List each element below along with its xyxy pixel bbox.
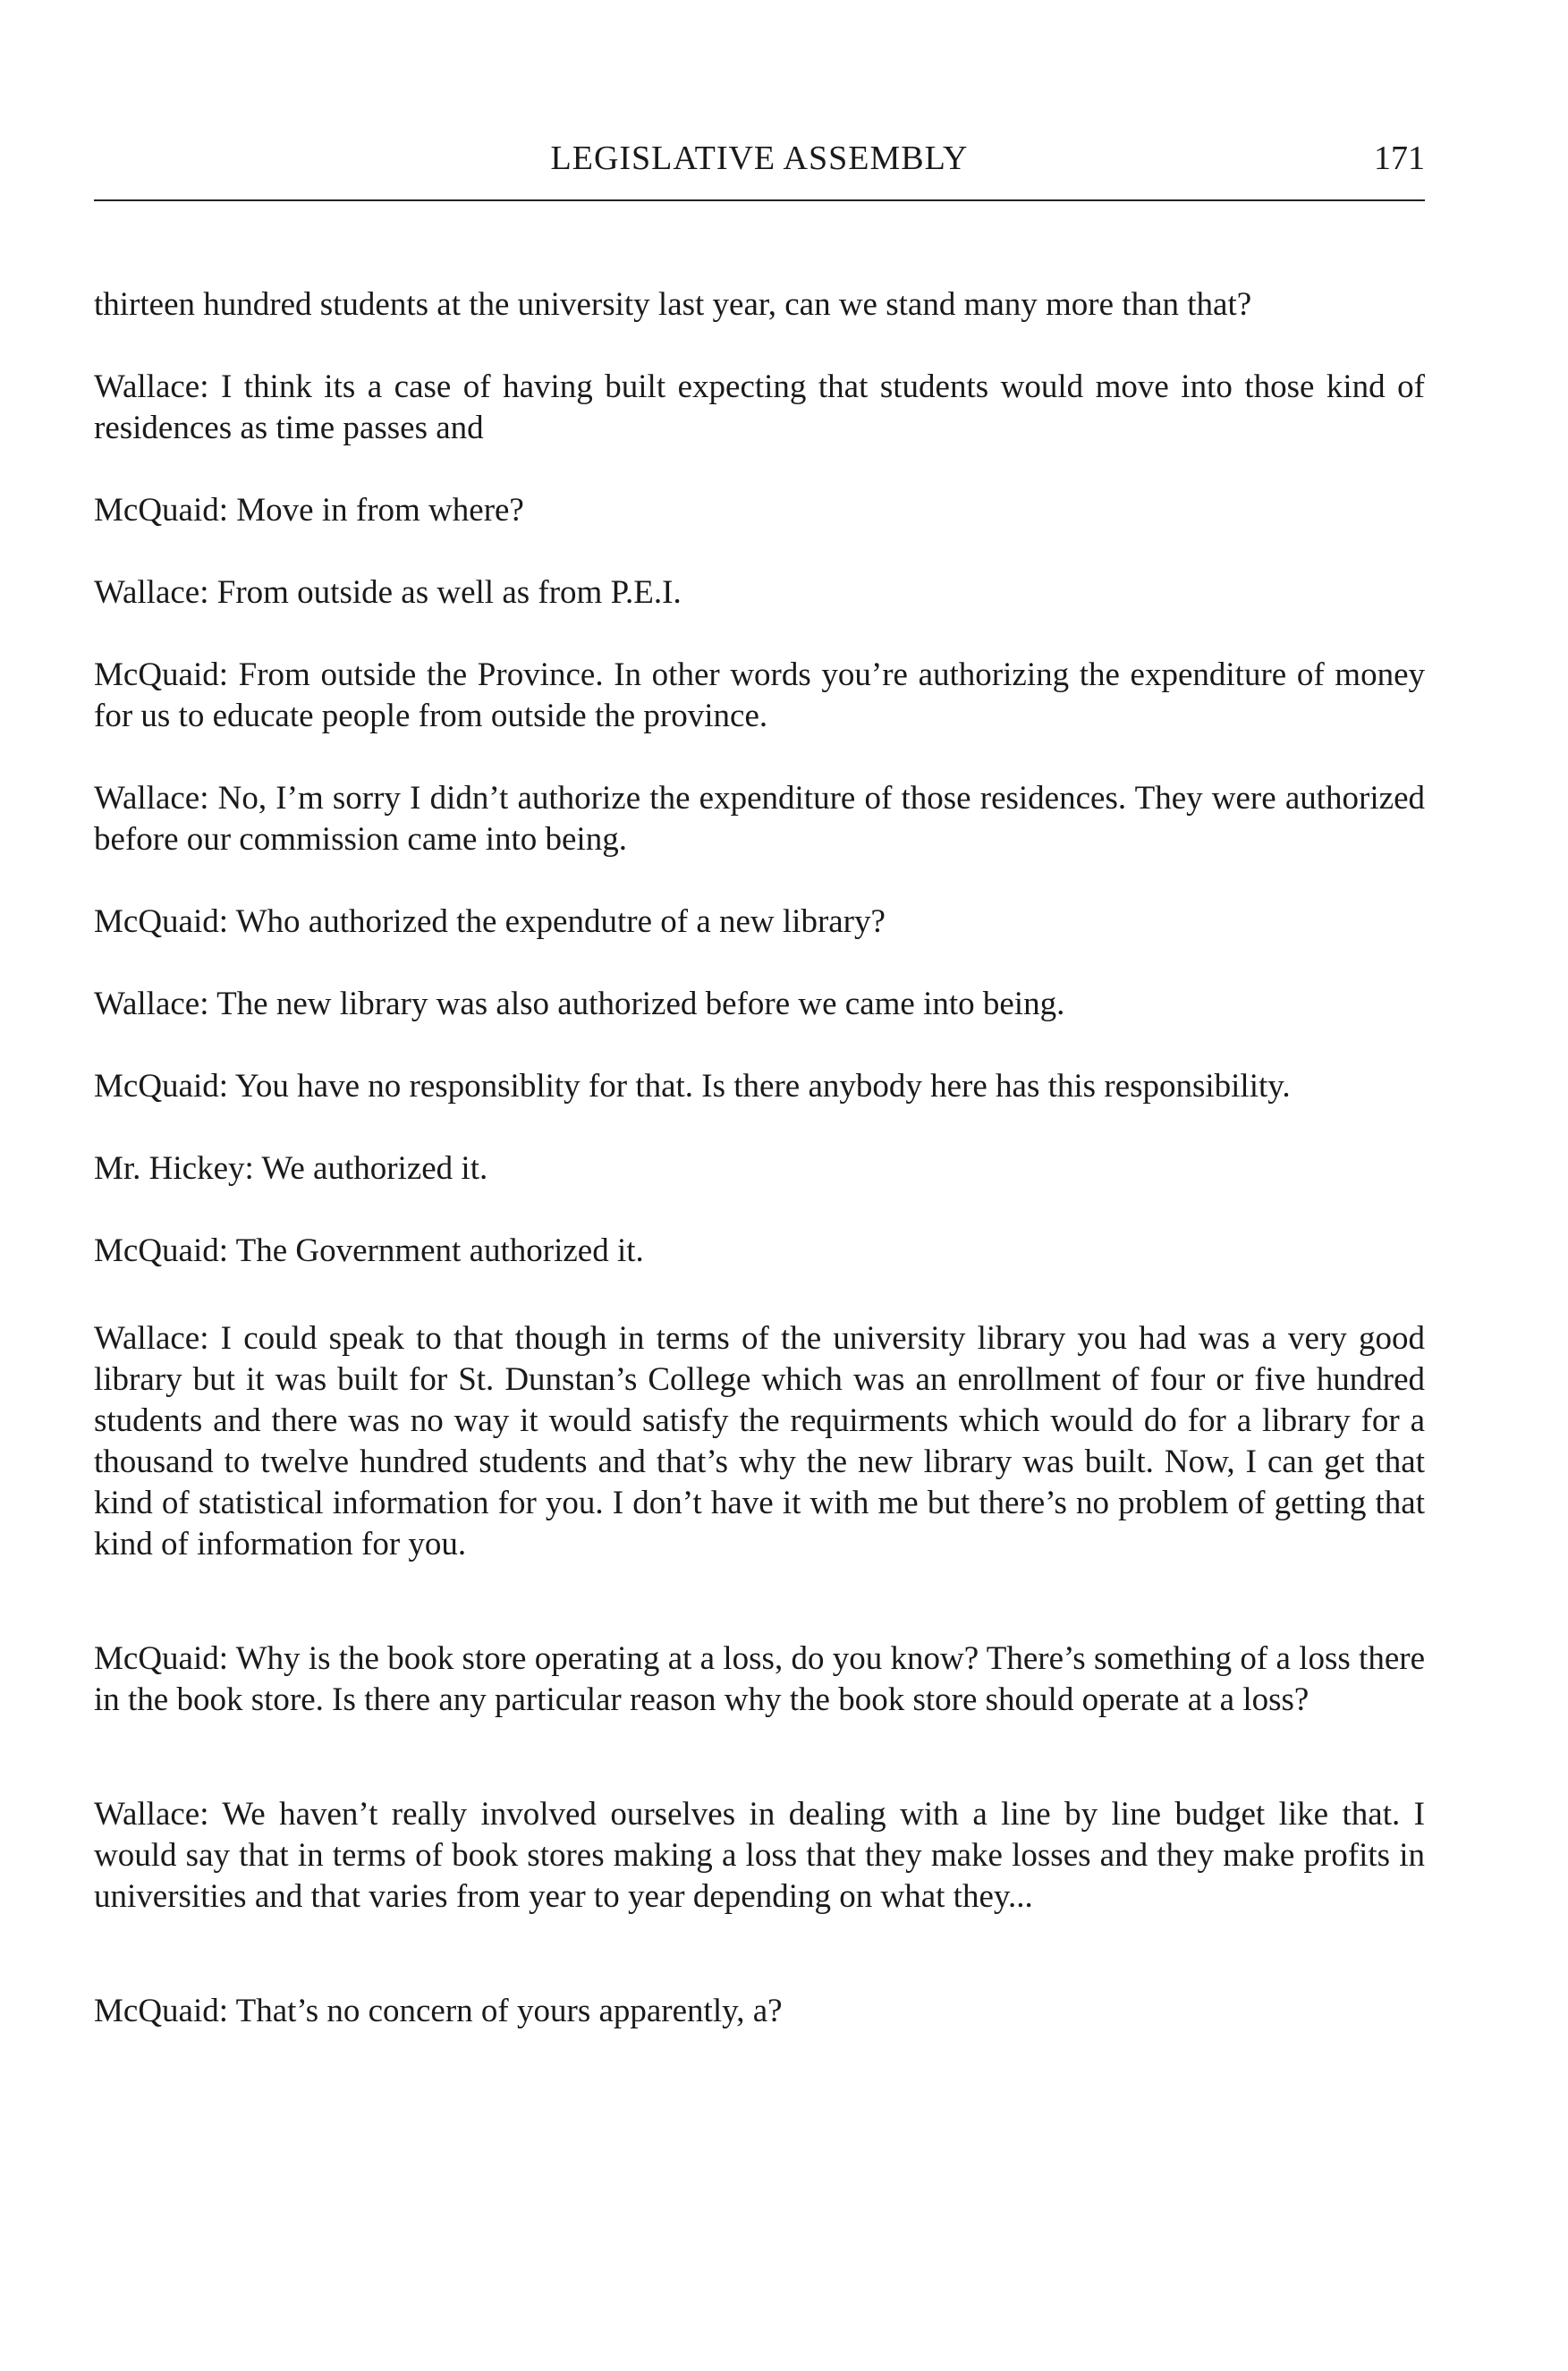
running-head xyxy=(94,139,1425,192)
paragraph-mcquaid: McQuaid: Why is the book store operating at a loss, do you know? There’s something of a loss there in the book store. Is there any particular reason why the book store should operate at a loss? xyxy=(94,1640,1425,1718)
paragraph-mcquaid: McQuaid: The Government authorized it. xyxy=(94,1232,644,1269)
paragraph-wallace: Wallace: The new library was also authorized before we came into being. xyxy=(94,986,1065,1022)
paragraph-hickey: Mr. Hickey: We authorized it. xyxy=(94,1150,488,1187)
running-title: LEGISLATIVE ASSEMBLY xyxy=(550,140,969,177)
transcript-body xyxy=(94,284,1425,2032)
paragraph-mcquaid: McQuaid: You have no responsiblity for that. Is there anybody here has this responsibility. xyxy=(94,1068,1291,1105)
header-rule xyxy=(94,199,1425,201)
paragraph-wallace: Wallace: I think its a case of having built expecting that students would move into those kind of residences as time passes and xyxy=(94,368,1425,446)
paragraph-wallace: Wallace: From outside as well as from P.E.I. xyxy=(94,574,682,611)
paragraph-mcquaid: McQuaid: That’s no concern of yours apparently, a? xyxy=(94,1993,783,2029)
paragraph-mcquaid: McQuaid: Who authorized the expendutre of a new library? xyxy=(94,903,886,940)
paragraph-continuation: thirteen hundred students at the university last year, can we stand many more than that? xyxy=(94,286,1252,323)
paragraph-mcquaid: McQuaid: Move in from where? xyxy=(94,492,524,529)
page-number: 171 xyxy=(1374,140,1425,177)
paragraph-wallace: Wallace: I could speak to that though in terms of the university library you had was a very good library but it was built for St. Dunstan’s College which was an enrollment of four or five hundred students and there was no way it would satisfy the requirments which would do for a library for a thousand to twelve hundred students and that’s why the new library was built. Now, I can get that kind of statistical information for you. I don’t have it with me but there’s no problem of getting that kind of information for you. xyxy=(94,1320,1425,1562)
paragraph-mcquaid: McQuaid: From outside the Province. In other words you’re authorizing the expenditure of money for us to educate people from outside the province. xyxy=(94,656,1425,734)
paragraph-wallace: Wallace: We haven’t really involved ourselves in dealing with a line by line budget like that. I would say that in terms of book stores making a loss that they make losses and they make profits in universities and that varies from year to year depending on what they... xyxy=(94,1796,1425,1915)
paragraph-wallace: Wallace: No, I’m sorry I didn’t authorize the expenditure of those residences. They were authorized before our commission came into being. xyxy=(94,780,1425,858)
